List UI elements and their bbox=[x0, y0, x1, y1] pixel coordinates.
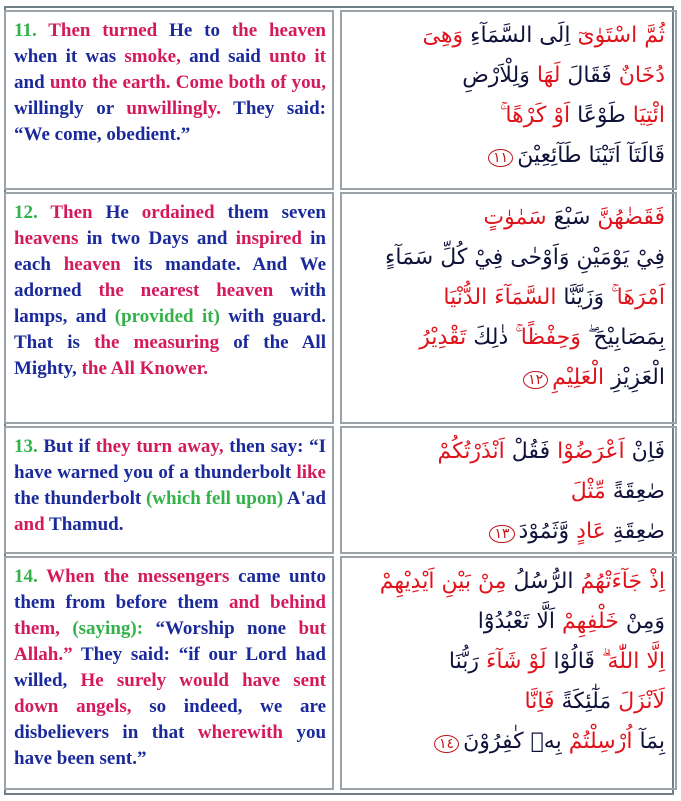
translation-text: willingly or bbox=[14, 98, 127, 119]
translation-text: ordained bbox=[141, 202, 228, 223]
arabic-line bbox=[352, 136, 665, 176]
arabic-text: بِهٖ كٰفِرُوْنَ bbox=[463, 729, 562, 754]
arabic-text: اَلَّا تَعْبُدُوْٓا bbox=[477, 609, 556, 634]
arabic-text: بِمَآ bbox=[632, 729, 665, 754]
arabic-line bbox=[352, 682, 665, 722]
arabic-text: وَزَيَّنَّا bbox=[556, 285, 605, 310]
verse-row-13 bbox=[4, 426, 677, 554]
translation-text: wherewith bbox=[197, 722, 297, 743]
translation-text: heaven bbox=[63, 254, 134, 275]
translation-text: unto the earth. Come both of you, bbox=[49, 72, 326, 93]
translation-text: with guard. That is bbox=[14, 306, 326, 353]
translation-cell bbox=[4, 192, 334, 424]
arabic-text: فَاِنْ bbox=[624, 439, 665, 464]
arabic-text: اَمْرَهَا ۚ bbox=[604, 285, 665, 310]
translation-text: the All Knower. bbox=[81, 358, 209, 379]
translation-text: smoke, bbox=[124, 46, 190, 67]
translation-cell bbox=[4, 556, 334, 790]
arabic-text: عَادٍ bbox=[569, 519, 606, 544]
ayah-number-marker: ١٣ bbox=[489, 525, 514, 543]
translation-text: with lamps, and bbox=[14, 280, 326, 327]
arabic-text: فَقَضٰهُنَّ bbox=[590, 205, 665, 230]
arabic-line bbox=[352, 512, 665, 552]
translation-text: (saying): bbox=[72, 618, 156, 639]
arabic-text: ذٰلِكَ bbox=[466, 325, 509, 350]
arabic-text: خَلْفِهِمْ bbox=[555, 609, 619, 634]
verse-row-11 bbox=[4, 10, 677, 190]
translation-text: in two Days and bbox=[86, 228, 236, 249]
arabic-line bbox=[352, 472, 665, 512]
verse-row-14 bbox=[4, 556, 677, 790]
arabic-line bbox=[352, 318, 665, 358]
translation-text: like bbox=[296, 462, 326, 483]
verse-number: 14. bbox=[14, 566, 38, 587]
ayah-number-marker: ١١ bbox=[488, 149, 513, 167]
translation-cell bbox=[4, 426, 334, 554]
arabic-text: دُخَانٌ bbox=[611, 63, 665, 88]
translation-text: them seven bbox=[227, 202, 326, 223]
arabic-text: مِنْ بَيْنِ اَيْدِيْهِمْ bbox=[379, 569, 507, 594]
arabic-cell bbox=[340, 426, 677, 554]
arabic-text: تَقْدِيْرُ bbox=[419, 325, 467, 350]
arabic-line bbox=[352, 432, 665, 472]
translation-text: and said bbox=[189, 46, 270, 67]
verse-number: 12. bbox=[14, 202, 38, 223]
verse-number: 11. bbox=[14, 20, 37, 41]
translation-text: They said: “We come, obedient.” bbox=[14, 98, 326, 145]
translation-text: Then turned bbox=[36, 20, 170, 41]
arabic-text: وَّثَمُوْدَ bbox=[518, 519, 570, 544]
arabic-line bbox=[352, 358, 665, 398]
arabic-text: سَمٰوٰتٍ bbox=[483, 205, 547, 230]
ayah-number-marker: ١٢ bbox=[523, 371, 548, 389]
verse-row-12 bbox=[4, 192, 677, 424]
arabic-cell bbox=[340, 556, 677, 790]
arabic-text: الْعَلِيْمِ bbox=[552, 365, 605, 390]
arabic-line bbox=[352, 238, 665, 278]
arabic-text: طَوْعًا bbox=[570, 103, 626, 128]
translation-text: they turn away, bbox=[95, 436, 230, 457]
arabic-text: مَلٰٓئِكَةً bbox=[554, 689, 612, 714]
arabic-text: فَاِنَّا bbox=[524, 689, 555, 714]
translation-text: But if bbox=[37, 436, 96, 457]
translation-text: and bbox=[14, 72, 50, 93]
arabic-text: وَحِفْظًا ۚ bbox=[508, 325, 581, 350]
translation-text: Thamud. bbox=[49, 514, 124, 535]
translation-text: “Worship none bbox=[155, 618, 299, 639]
translation-text: He to bbox=[169, 20, 232, 41]
arabic-text: اَنْذَرْتُكُمْ bbox=[437, 439, 505, 464]
arabic-text: بِمَصَابِيْحَ ۖ bbox=[580, 325, 665, 350]
arabic-line bbox=[352, 278, 665, 318]
arabic-text: اِذْ جَآءَتْهُمُ bbox=[573, 569, 665, 594]
arabic-line bbox=[352, 16, 665, 56]
arabic-text: سَبْعَ bbox=[546, 205, 591, 230]
arabic-line bbox=[352, 96, 665, 136]
arabic-line bbox=[352, 198, 665, 238]
arabic-text: السَّمَآءَ الدُّنْيَا bbox=[443, 285, 557, 310]
arabic-text: لَاَنْزَلَ bbox=[611, 689, 665, 714]
arabic-text: فَقَالَ bbox=[560, 63, 612, 88]
arabic-text: الْعَزِيْزِ bbox=[604, 365, 665, 390]
arabic-cell bbox=[340, 10, 677, 190]
arabic-text: اِلَّا اللّٰهَ ۗ bbox=[594, 649, 665, 674]
translation-text: its mandate. And We adorned bbox=[14, 254, 326, 301]
arabic-text: صٰعِقَةِ bbox=[605, 519, 665, 544]
translation-text: A'ad bbox=[286, 488, 326, 509]
arabic-text: فِيْ يَوْمَيْنِ وَاَوْحٰى فِيْ كُلِّ سَمَآءٍ bbox=[385, 245, 665, 270]
translation-text: the heaven bbox=[231, 20, 326, 41]
translation-text: unto it bbox=[269, 46, 326, 67]
translation-text: the nearest heaven bbox=[98, 280, 291, 301]
arabic-text: اَوْ كَرْهًا ۚ bbox=[499, 103, 571, 128]
arabic-text: ثُمَّ اسْتَوٰىٓ bbox=[570, 23, 665, 48]
arabic-text: لَوْ شَآءَ bbox=[479, 649, 547, 674]
translation-text: inspired bbox=[235, 228, 311, 249]
arabic-text: فَقُلْ bbox=[504, 439, 551, 464]
verse-number: 13. bbox=[14, 436, 38, 457]
translation-text: in each bbox=[14, 228, 326, 275]
arabic-text: مِّثْلَ bbox=[570, 479, 606, 504]
translation-text: you have been sent.” bbox=[14, 722, 327, 769]
translation-text: and bbox=[14, 514, 50, 535]
arabic-text: قَالَتَآ اَتَيْنَا طَآئِعِيْنَ bbox=[517, 143, 665, 168]
translation-text: but Allah.” bbox=[14, 618, 326, 665]
arabic-line bbox=[352, 642, 665, 682]
arabic-line bbox=[352, 56, 665, 96]
arabic-text: وَلِلْاَرْضِ bbox=[462, 63, 530, 88]
translation-text: Then bbox=[37, 202, 106, 223]
arabic-line bbox=[352, 602, 665, 642]
translation-text: the measuring bbox=[94, 332, 234, 353]
translation-text: when it was bbox=[14, 46, 125, 67]
translation-text: so indeed, we are disbelievers in that bbox=[14, 696, 326, 743]
translation-text: unwillingly. bbox=[126, 98, 234, 119]
arabic-line bbox=[352, 722, 665, 762]
translation-text: When the messengers bbox=[37, 566, 239, 587]
translation-text: then say: “I have warned you of a thunderbolt bbox=[14, 436, 326, 483]
arabic-text: وَهِىَ bbox=[422, 23, 464, 48]
translation-text: (which fell upon) bbox=[145, 488, 287, 509]
translation-text: the thunderbolt bbox=[14, 488, 146, 509]
arabic-text: رَبُّنَا bbox=[448, 649, 479, 674]
translation-text: of the All Mighty, bbox=[14, 332, 326, 379]
arabic-text: اِلَى السَّمَآءِ bbox=[463, 23, 571, 48]
translation-cell bbox=[4, 10, 334, 190]
ayah-number-marker: ١٤ bbox=[434, 735, 459, 753]
arabic-text: ائْتِيَا bbox=[625, 103, 665, 128]
translation-text: heavens bbox=[14, 228, 87, 249]
arabic-text: قَالُوْا bbox=[546, 649, 595, 674]
arabic-text: لَهَا bbox=[529, 63, 561, 88]
arabic-line bbox=[352, 562, 665, 602]
arabic-cell bbox=[340, 192, 677, 424]
translation-text: and behind them, bbox=[14, 592, 326, 639]
translation-text: They said: “if our Lord had willed, bbox=[14, 644, 326, 691]
translation-text: He bbox=[105, 202, 142, 223]
arabic-text: الرُّسُلُ bbox=[506, 569, 574, 594]
arabic-text: وَمِنْ bbox=[618, 609, 665, 634]
translation-text: He surely would have sent down angels, bbox=[14, 670, 326, 717]
translation-text: (provided it) bbox=[114, 306, 229, 327]
arabic-text: اُرْسِلْتُمْ bbox=[561, 729, 633, 754]
translation-text: came unto them from before them bbox=[14, 566, 327, 613]
arabic-text: صٰعِقَةً bbox=[605, 479, 665, 504]
arabic-text: اَعْرَضُوْا bbox=[550, 439, 625, 464]
